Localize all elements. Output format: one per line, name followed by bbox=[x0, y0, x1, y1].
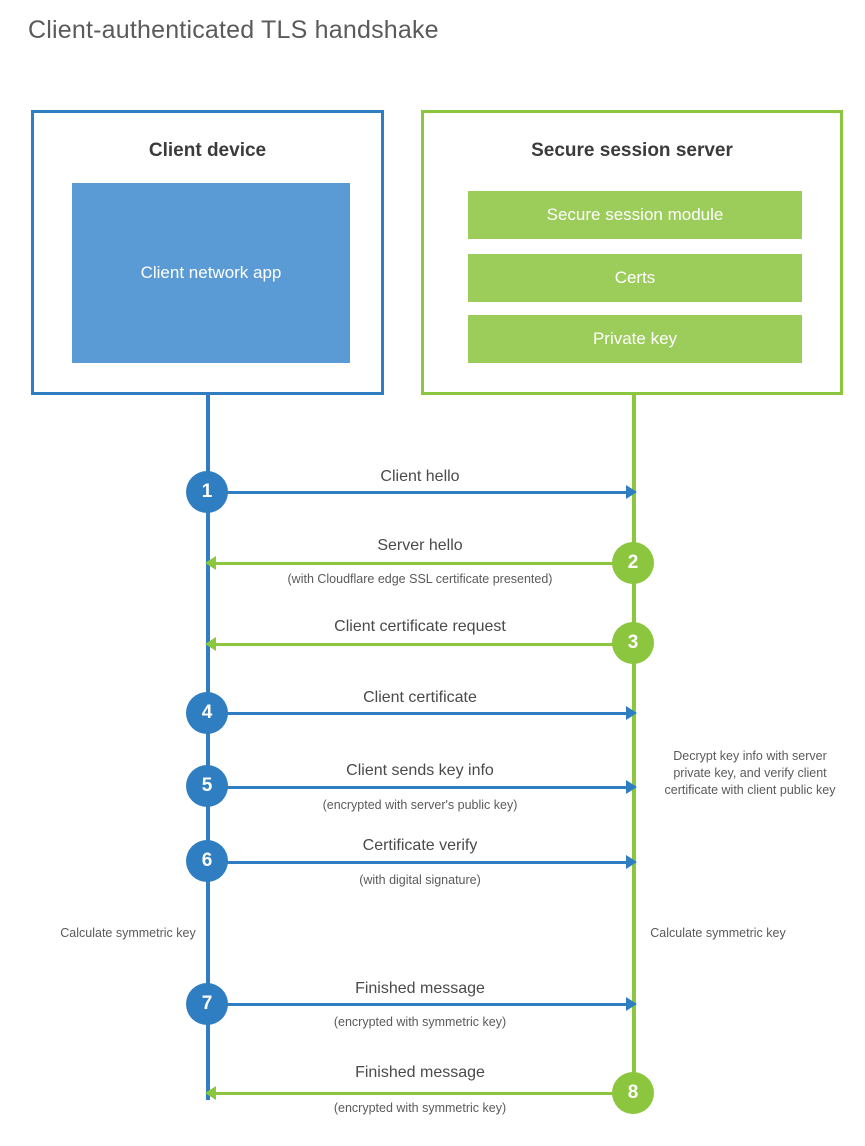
step-3-badge: 3 bbox=[612, 622, 654, 664]
client-device-title: Client device bbox=[148, 140, 267, 161]
secure-session-server-box bbox=[421, 110, 843, 395]
step-2-arrowhead bbox=[205, 556, 216, 570]
step-6-arrow-line bbox=[208, 861, 628, 864]
step-1-arrow-line bbox=[208, 491, 628, 494]
step-6-label: Certificate verify bbox=[362, 837, 478, 854]
server-decrypt-note: Decrypt key info with server private key, and verify client certificate with client public key bbox=[664, 749, 836, 797]
step-1-badge: 1 bbox=[186, 471, 228, 513]
client-symmetric-key-note: Calculate symmetric key bbox=[60, 926, 196, 940]
step-2-badge: 2 bbox=[612, 542, 654, 584]
step-7-label: Finished message bbox=[355, 980, 485, 997]
step-6-badge: 6 bbox=[186, 840, 228, 882]
server-lifeline bbox=[632, 395, 636, 1095]
step-6-sublabel: (with digital signature) bbox=[359, 873, 481, 887]
private-key-block: Private key bbox=[468, 315, 802, 363]
page-title: Client-authenticated TLS handshake bbox=[28, 16, 439, 44]
step-2-sublabel: (with Cloudflare edge SSL certificate presented) bbox=[287, 572, 553, 586]
client-network-app-block: Client network app bbox=[72, 183, 350, 363]
secure-session-module-block: Secure session module bbox=[468, 191, 802, 239]
step-3-label: Client certificate request bbox=[334, 618, 506, 635]
step-8-label: Finished message bbox=[355, 1064, 485, 1081]
step-1-label: Client hello bbox=[380, 468, 460, 485]
step-8-arrowhead bbox=[205, 1086, 216, 1100]
step-4-badge: 4 bbox=[186, 692, 228, 734]
step-5-arrow-line bbox=[208, 786, 628, 789]
step-4-arrowhead bbox=[626, 706, 637, 720]
step-4-arrow-line bbox=[208, 712, 628, 715]
step-3-arrowhead bbox=[205, 637, 216, 651]
step-7-arrowhead bbox=[626, 997, 637, 1011]
step-8-arrow-line bbox=[214, 1092, 634, 1095]
step-5-badge: 5 bbox=[186, 765, 228, 807]
server-symmetric-key-note: Calculate symmetric key bbox=[650, 926, 786, 940]
step-8-sublabel: (encrypted with symmetric key) bbox=[333, 1101, 507, 1115]
step-5-arrowhead bbox=[626, 780, 637, 794]
step-2-arrow-line bbox=[214, 562, 634, 565]
step-5-sublabel: (encrypted with server's public key) bbox=[322, 798, 518, 812]
step-3-arrow-line bbox=[214, 643, 634, 646]
step-7-badge: 7 bbox=[186, 983, 228, 1025]
step-7-arrow-line bbox=[208, 1003, 628, 1006]
step-8-badge: 8 bbox=[612, 1072, 654, 1114]
certs-block: Certs bbox=[468, 254, 802, 302]
step-6-arrowhead bbox=[626, 855, 637, 869]
step-4-label: Client certificate bbox=[363, 689, 477, 706]
step-7-sublabel: (encrypted with symmetric key) bbox=[333, 1015, 507, 1029]
step-1-arrowhead bbox=[626, 485, 637, 499]
step-5-label: Client sends key info bbox=[346, 762, 494, 779]
client-device-box bbox=[31, 110, 384, 395]
step-2-label: Server hello bbox=[377, 537, 463, 554]
secure-session-server-title: Secure session server bbox=[531, 140, 733, 161]
